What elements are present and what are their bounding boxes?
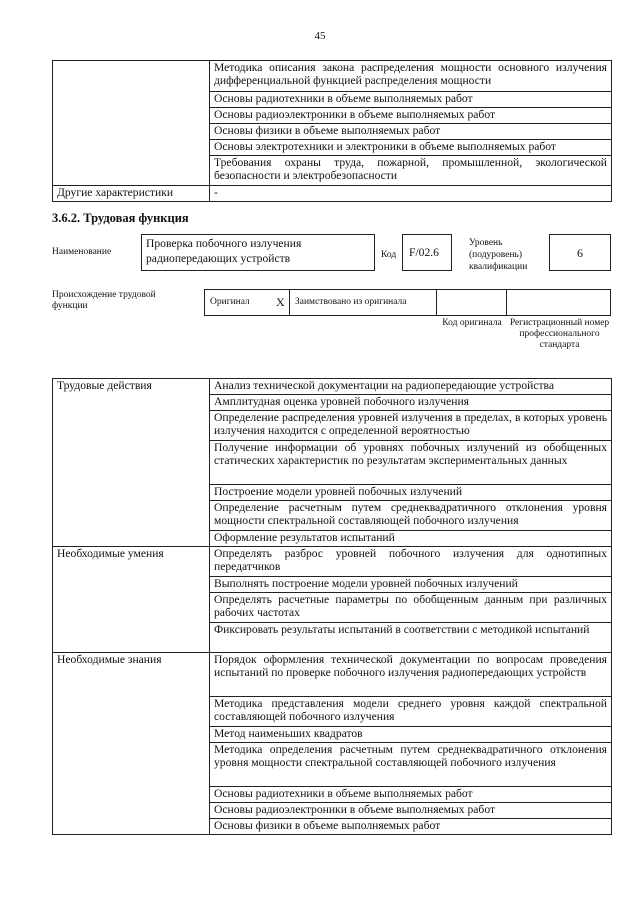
table-row: Выполнять построение модели уровней побочных излучений: [210, 577, 612, 593]
origin-reg-caption: Регистрационный номер профессионального стандарта: [509, 318, 610, 350]
table-row: Метод наименьших квадратов: [210, 727, 612, 743]
empty-label-cell: [53, 61, 210, 186]
origin-code-box: [436, 289, 507, 316]
table-row: Методика представления модели среднего уровня каждой спектральной составляющей побочного излучения: [210, 697, 612, 727]
code-value-box: F/02.6: [402, 234, 452, 271]
table-row: Основы радиотехники в объеме выполняемых работ: [210, 92, 612, 108]
origin-code-caption: Код оригинала: [442, 318, 502, 328]
table-row: Основы радиотехники в объеме выполняемых работ: [210, 787, 612, 803]
code-label: Код: [381, 250, 397, 260]
table-row: Анализ технической документации на радиопередающие устройства: [210, 379, 612, 395]
table-row: Основы радиоэлектроники в объеме выполняемых работ: [210, 108, 612, 124]
table-row: Основы физики в объеме выполняемых работ: [210, 819, 612, 835]
other-characteristics-label: Другие характеристики: [53, 186, 210, 202]
table-row: Определение распределения уровней излучения в пределах, в которых уровень излучения находится с определенной вероятностью: [210, 411, 612, 441]
table-row: Требования охраны труда, пожарной, промышленной, экологической безопасности и электробезопасности: [210, 156, 612, 186]
table-row: Основы радиоэлектроники в объеме выполняемых работ: [210, 803, 612, 819]
table-row: Фиксировать результаты испытаний в соответствии с методикой испытаний: [210, 623, 612, 653]
origin-reg-number-box: [506, 289, 611, 316]
table-row: Оформление результатов испытаний: [210, 531, 612, 547]
table-row: Определение расчетным путем среднеквадратичного отклонения уровня мощности спектральной составляющей побочного излучения: [210, 501, 612, 531]
other-characteristics-value: -: [210, 186, 612, 202]
origin-mark: X: [276, 295, 285, 309]
table-row: Построение модели уровней побочных излучений: [210, 485, 612, 501]
origin-label: Происхождение трудовой функции: [52, 290, 156, 311]
section-heading: 3.6.2. Трудовая функция: [52, 211, 189, 225]
group-label-skills: Необходимые умения: [53, 547, 210, 653]
origin-borrowed-box: [289, 289, 437, 316]
group-label-labor-actions: Трудовые действия: [53, 379, 210, 547]
origin-original-box: [204, 289, 290, 316]
knowledge-table-continued: [52, 60, 612, 202]
name-label: Наименование: [52, 247, 112, 257]
table-row: Получение информации об уровнях побочных излучений из обобщенных статических характеристик по результатам экспериментальных данных: [210, 441, 612, 485]
labor-function-table: [52, 378, 612, 835]
table-row: Методика определения расчетным путем среднеквадратичного отклонения уровня мощности спектральной составляющей побочного излучения: [210, 743, 612, 787]
level-value-box: 6: [549, 234, 611, 271]
table-row: Основы физики в объеме выполняемых работ: [210, 124, 612, 140]
table-row: Основы электротехники и электроники в объеме выполняемых работ: [210, 140, 612, 156]
group-label-knowledge: Необходимые знания: [53, 653, 210, 835]
table-row: Порядок оформления технической документации по вопросам проведения испытаний по проверке побочного излучения радиопередающих устройств: [210, 653, 612, 697]
origin-original-label: Оригинал: [210, 297, 250, 307]
level-label: Уровень (подуровень) квалификации: [469, 238, 528, 272]
page-number: 45: [314, 30, 326, 42]
table-row: Амплитудная оценка уровней побочного излучения: [210, 395, 612, 411]
table-row: Определять расчетные параметры по обобщенным данным при различных рабочих частотах: [210, 593, 612, 623]
table-row: Определять разброс уровней побочного излучения для однотипных передатчиков: [210, 547, 612, 577]
table-row: Методика описания закона распределения мощности основного излучения дифференциальной функцией распределения мощности: [210, 61, 612, 92]
function-name-box: Проверка побочного излучения радиопередающих устройств: [141, 234, 375, 271]
origin-borrowed-label: Заимствовано из оригинала: [295, 297, 407, 307]
